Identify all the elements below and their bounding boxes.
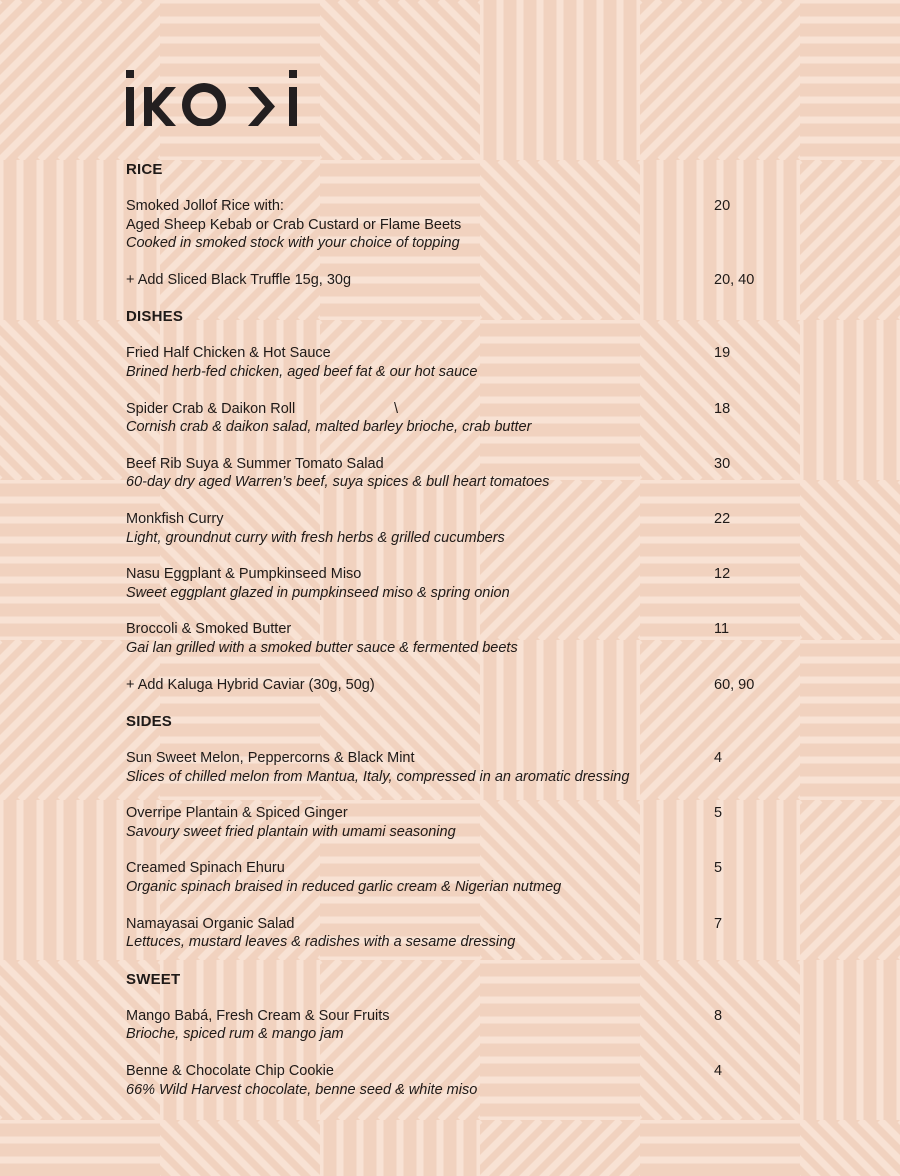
- item-price: 5: [714, 805, 723, 822]
- menu-item: [126, 1062, 786, 1099]
- item-name-line: Mango Babá, Fresh Cream & Sour Fruits: [126, 1007, 390, 1024]
- menu-item: [126, 749, 786, 786]
- menu-item: [126, 915, 786, 952]
- item-description: 60-day dry aged Warren’s beef, suya spices & bull heart tomatoes: [126, 474, 550, 491]
- menu-item: [126, 859, 786, 896]
- menu-item: [126, 1007, 786, 1044]
- menu-item: [126, 344, 786, 381]
- section-sweet: [126, 970, 786, 1099]
- item-name-line: Benne & Chocolate Chip Cookie: [126, 1063, 334, 1080]
- menu-item: [126, 676, 786, 695]
- item-price: 20: [714, 198, 731, 214]
- item-name-line: Fried Half Chicken & Hot Sauce: [126, 345, 331, 362]
- item-description: Slices of chilled melon from Mantua, Italy, compressed in an aromatic dressing: [126, 768, 630, 785]
- item-name-line: + Add Sliced Black Truffle 15g, 30g: [126, 271, 352, 288]
- section-dishes: [126, 307, 786, 694]
- menu-item: [126, 400, 786, 437]
- item-price: 4: [714, 750, 723, 767]
- item-description: Cornish crab & daikon salad, malted barley brioche, crab butter: [126, 419, 532, 436]
- item-description: Savoury sweet fried plantain with umami seasoning: [126, 823, 456, 840]
- item-name-line: Aged Sheep Kebab or Crab Custard or Flame Beets: [126, 216, 462, 233]
- item-description: Brioche, spiced rum & mango jam: [126, 1026, 344, 1043]
- item-name-line: Broccoli & Smoked Butter: [126, 621, 292, 638]
- menu-list: [126, 160, 786, 1099]
- item-description: Cooked in smoked stock with your choice of topping: [126, 235, 460, 252]
- section-sides: [126, 712, 786, 952]
- item-description: Organic spinach braised in reduced garlic cream & Nigerian nutmeg: [126, 879, 562, 896]
- item-name-line: Creamed Spinach Ehuru: [126, 860, 285, 877]
- item-price: 19: [714, 345, 731, 362]
- item-description: Light, groundnut curry with fresh herbs & grilled cucumbers: [126, 529, 505, 546]
- menu-item: [126, 804, 786, 841]
- menu-item: [126, 620, 786, 657]
- item-name-line: Monkfish Curry: [126, 510, 224, 527]
- item-price: 22: [714, 510, 731, 527]
- item-description: 66% Wild Harvest chocolate, benne seed & white miso: [126, 1081, 478, 1098]
- item-name-line: Smoked Jollof Rice with:: [126, 198, 284, 214]
- item-price: 30: [714, 455, 731, 472]
- menu-item: [126, 565, 786, 602]
- item-price: 4: [714, 1063, 723, 1080]
- menu-item: [126, 271, 786, 290]
- item-price: 8: [714, 1007, 723, 1024]
- section-rice: [126, 160, 786, 289]
- item-name-line: + Add Kaluga Hybrid Caviar (30g, 50g): [126, 676, 375, 693]
- section-title: RICE: [126, 161, 163, 178]
- item-description: Gai lan grilled with a smoked butter sauce & fermented beets: [126, 639, 518, 656]
- section-title: SWEET: [126, 970, 181, 988]
- item-price: 11: [714, 621, 730, 638]
- section-title: SIDES: [126, 713, 173, 731]
- stray-mark: \: [394, 400, 399, 417]
- item-price: 20, 40: [714, 271, 755, 288]
- item-name-line: Spider Crab & Daikon Roll: [126, 400, 296, 417]
- item-price: 7: [714, 915, 723, 932]
- ikoyi-logo: [126, 70, 301, 126]
- menu-item: [126, 197, 786, 253]
- item-name-line: Namayasai Organic Salad: [126, 915, 295, 932]
- item-name-line: Nasu Eggplant & Pumpkinseed Miso: [126, 566, 362, 583]
- item-description: Brined herb-fed chicken, aged beef fat & our hot sauce: [126, 363, 478, 380]
- section-title: DISHES: [126, 308, 184, 326]
- item-price: 12: [714, 566, 731, 583]
- item-price: 5: [714, 860, 723, 877]
- item-name-line: Overripe Plantain & Spiced Ginger: [126, 805, 348, 822]
- menu-item: [126, 510, 786, 547]
- item-price: 18: [714, 400, 731, 417]
- item-description: Lettuces, mustard leaves & radishes with a sesame dressing: [126, 934, 516, 951]
- item-name-line: Sun Sweet Melon, Peppercorns & Black Mint: [126, 750, 415, 767]
- item-price: 60, 90: [714, 676, 755, 693]
- item-name-line: Beef Rib Suya & Summer Tomato Salad: [126, 455, 384, 472]
- menu-item: [126, 455, 786, 492]
- item-description: Sweet eggplant glazed in pumpkinseed miso & spring onion: [126, 584, 510, 601]
